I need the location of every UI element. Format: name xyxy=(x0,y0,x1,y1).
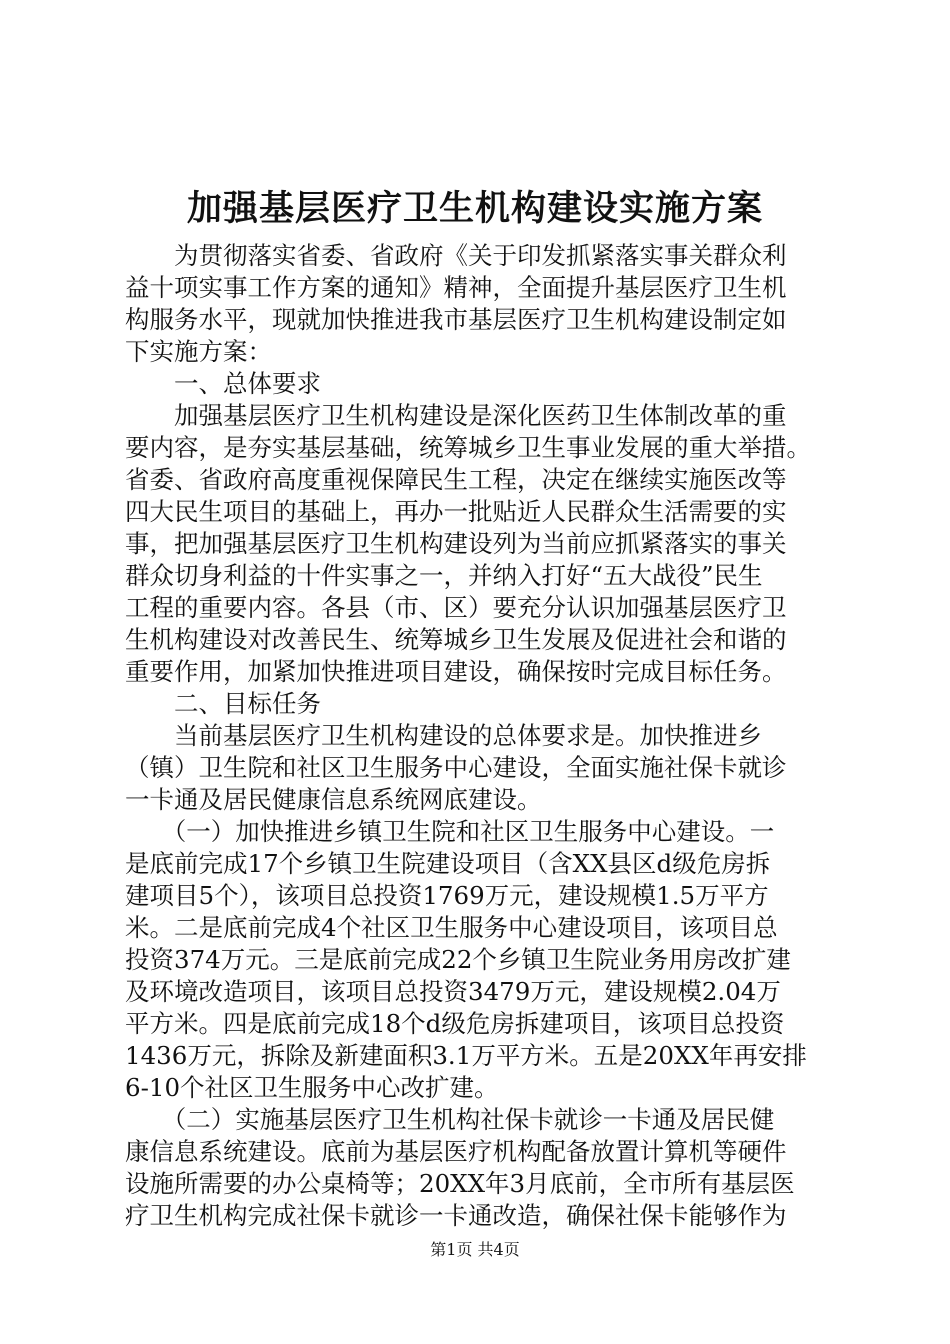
body-text-line: （二）实施基层医疗卫生机构社保卡就诊一卡通及居民健 xyxy=(125,1105,775,1134)
body-text-line: 为贯彻落实省委、省政府《关于印发抓紧落实事关群众利 xyxy=(125,241,787,270)
page-footer: 第1页 共4页 xyxy=(430,1240,520,1259)
body-text-line: 康信息系统建设。底前为基层医疗机构配备放置计算机等硬件 xyxy=(125,1137,787,1166)
body-text-line: 一卡通及居民健康信息系统网底建设。 xyxy=(125,785,542,814)
body-text-line: 投资374万元。三是底前完成22个乡镇卫生院业务用房改扩建 xyxy=(125,945,791,974)
body-text-line: 群众切身利益的十件实事之一，并纳入打好“五大战役”民生 xyxy=(125,561,763,590)
body-text-line: 当前基层医疗卫生机构建设的总体要求是。加快推进乡 xyxy=(125,721,762,750)
body-text-line: 疗卫生机构完成社保卡就诊一卡通改造，确保社保卡能够作为 xyxy=(125,1201,787,1230)
body-text-line: 是底前完成17个乡镇卫生院建设项目（含XX县区d级危房拆 xyxy=(125,849,771,878)
body-text-line: （一）加快推进乡镇卫生院和社区卫生服务中心建设。一 xyxy=(125,817,775,846)
body-text-line: 事，把加强基层医疗卫生机构建设列为当前应抓紧落实的事关 xyxy=(125,529,787,558)
body-text-line: 二、目标任务 xyxy=(125,689,321,718)
body-text-line: 下实施方案： xyxy=(125,337,272,366)
body-text-line: 1436万元，拆除及新建面积3.1万平方米。五是20XX年再安排 xyxy=(125,1041,807,1070)
body-text-line: 及环境改造项目，该项目总投资3479万元，建设规模2.04万 xyxy=(125,977,781,1006)
body-text-line: 构服务水平，现就加快推进我市基层医疗卫生机构建设制定如 xyxy=(125,305,787,334)
body-text-line: （镇）卫生院和社区卫生服务中心建设，全面实施社保卡就诊 xyxy=(125,753,787,782)
body-text-line: 省委、省政府高度重视保障民生工程，决定在继续实施医改等 xyxy=(125,465,787,494)
body-text-line: 米。二是底前完成4个社区卫生服务中心建设项目，该项目总 xyxy=(125,913,778,942)
body-text-line: 重要作用，加紧加快推进项目建设，确保按时完成目标任务。 xyxy=(125,657,787,686)
body-text-line: 加强基层医疗卫生机构建设是深化医药卫生体制改革的重 xyxy=(125,401,787,430)
body-text-line: 设施所需要的办公桌椅等；20XX年3月底前，全市所有基层医 xyxy=(125,1169,795,1198)
body-text-line: 四大民生项目的基础上，再办一批贴近人民群众生活需要的实 xyxy=(125,497,787,526)
body-text-line: 一、总体要求 xyxy=(125,369,321,398)
body-text-line: 要内容，是夯实基层基础，统筹城乡卫生事业发展的重大举措。 xyxy=(125,433,811,462)
body-text-line: 益十项实事工作方案的通知》精神，全面提升基层医疗卫生机 xyxy=(125,273,787,302)
body-text-line: 平方米。四是底前完成18个d级危房拆建项目，该项目总投资 xyxy=(125,1009,785,1038)
body-text-line: 建项目5个），该项目总投资1769万元，建设规模1.5万平方 xyxy=(125,881,769,910)
body-text-line: 6-10个社区卫生服务中心改扩建。 xyxy=(125,1073,499,1102)
document-title: 加强基层医疗卫生机构建设实施方案 xyxy=(186,188,763,229)
body-text-line: 生机构建设对改善民生、统筹城乡卫生发展及促进社会和谐的 xyxy=(125,625,787,654)
body-text-line: 工程的重要内容。各县（市、区）要充分认识加强基层医疗卫 xyxy=(125,593,787,622)
